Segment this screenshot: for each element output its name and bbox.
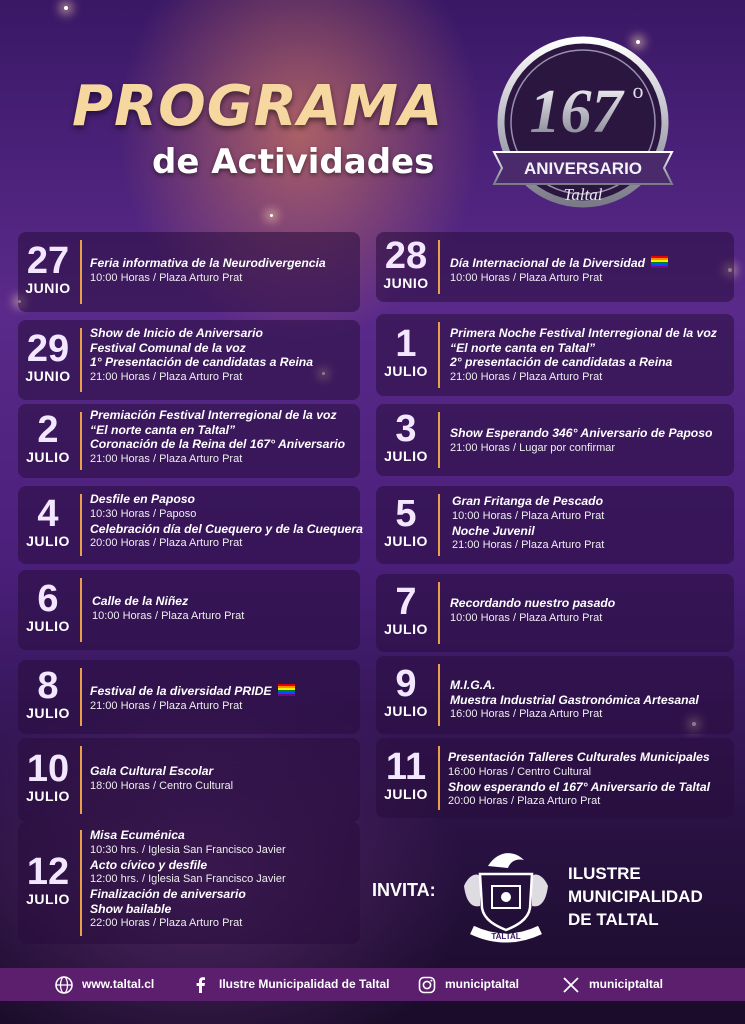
event-title (450, 596, 615, 611)
event-time-place: 16:00 Horas / Plaza Arturo Prat (450, 708, 603, 720)
event-title-text: Feria informativa de la Neurodivergencia (90, 256, 326, 270)
event-day: 27 (26, 240, 70, 282)
event-title (448, 780, 710, 795)
municipality-name (568, 862, 703, 931)
event-details (452, 494, 604, 553)
event-time-place: 21:00 Horas / Plaza Arturo Prat (452, 539, 605, 551)
date-separator (80, 578, 82, 642)
event-time-place: 22:00 Horas / Plaza Arturo Prat (90, 917, 243, 929)
event-time-place: 10:30 Horas / Paposo (90, 507, 197, 520)
event-title (452, 524, 604, 539)
date-separator (80, 494, 82, 556)
event-title-text: Festival de la diversidad PRIDE (90, 684, 272, 698)
date-separator (80, 328, 82, 392)
event-time-place: 18:00 Horas / Centro Cultural (90, 779, 234, 792)
event-title (450, 341, 717, 356)
rainbow-flag-icon (651, 256, 668, 268)
event-day: 12 (26, 851, 70, 893)
badge-label: ANIVERSARIO (523, 159, 643, 178)
facebook-link[interactable] (192, 975, 389, 994)
event-title (450, 355, 717, 370)
event-title-text: 2° presentación de candidatas a Reina (450, 355, 673, 369)
event-title (90, 326, 313, 341)
event-time-place: 16:00 Horas / Centro Cultural (448, 765, 592, 778)
municipality-line: DE TALTAL (568, 910, 659, 929)
event-time-place: 10:00 Horas / Plaza Arturo Prat (450, 611, 603, 624)
event-time-place: 21:00 Horas / Lugar por confirmar (450, 441, 616, 454)
event-date (378, 410, 434, 464)
event-details (90, 764, 233, 794)
badge-ordinal: o (632, 78, 644, 103)
instagram-text: municiptaltal (445, 977, 520, 991)
event-title (90, 764, 233, 779)
x-icon (562, 976, 580, 994)
event-date (378, 748, 434, 802)
event-date (20, 411, 76, 465)
event-title-text: Acto cívico y desfile (90, 857, 208, 872)
event-details (90, 256, 326, 286)
event-details (450, 326, 717, 385)
event-title (90, 341, 313, 356)
event-time-place: 10:30 hrs. / Iglesia San Francisco Javier (90, 843, 286, 856)
event-day: 2 (37, 409, 59, 451)
event-day: 10 (26, 748, 70, 790)
event-date (20, 750, 76, 804)
event-title (450, 693, 699, 708)
event-month: JULIO (384, 448, 428, 464)
event-title-text: M.I.G.A. (450, 678, 496, 692)
event-date (20, 242, 76, 296)
event-details (92, 594, 244, 624)
event-title (90, 408, 345, 423)
event-day: 8 (37, 665, 59, 707)
website-link[interactable] (55, 975, 154, 994)
event-month: JULIO (384, 703, 428, 719)
event-date (378, 495, 434, 549)
event-date (378, 583, 434, 637)
event-title-text: Noche Juvenil (452, 523, 535, 538)
municipal-crest-logo (458, 846, 554, 946)
instagram-icon (418, 976, 436, 994)
event-title-text: “El norte canta en Taltal” (90, 422, 236, 437)
rainbow-flag-icon (278, 684, 295, 696)
event-date (20, 330, 76, 384)
page-subtitle: de Actividades (152, 142, 435, 182)
date-separator (438, 412, 440, 468)
event-title-text: Gran Fritanga de Pescado (452, 494, 604, 508)
event-details (450, 678, 699, 722)
date-separator (438, 240, 440, 294)
event-day: 6 (37, 578, 59, 620)
event-title (90, 256, 326, 271)
event-title-text: Gala Cultural Escolar (90, 764, 214, 778)
event-title-text: Show de Inicio de Aniversario (90, 326, 263, 340)
event-title-text: 1° Presentación de candidatas a Reina (90, 355, 313, 369)
event-time-place: 10:00 Horas / Plaza Arturo Prat (450, 271, 603, 284)
event-day: 11 (385, 746, 427, 788)
event-details (90, 326, 313, 385)
event-month: JULIO (384, 621, 428, 637)
event-title-text: Finalización de aniversario (90, 887, 246, 901)
date-separator (438, 322, 440, 388)
event-title-text: Calle de la Niñez (92, 594, 189, 608)
event-date (20, 495, 76, 549)
event-month: JULIO (26, 705, 70, 721)
event-title-text: Show Esperando 346° Aniversario de Paposo (450, 426, 713, 440)
invite-label: INVITA: (372, 880, 436, 900)
event-month: JUNIO (25, 368, 71, 384)
date-separator (80, 746, 82, 814)
badge-number: 167 (529, 78, 623, 146)
x-text: municiptaltal (589, 977, 664, 991)
event-time-place: 20:00 Horas / Plaza Arturo Prat (448, 795, 601, 807)
event-title (450, 326, 717, 341)
event-title-text: Celebración día del Cuequero y de la Cuequera (90, 521, 363, 536)
event-day: 3 (395, 408, 417, 450)
event-details (450, 256, 668, 286)
event-title (90, 902, 286, 917)
event-month: JUNIO (25, 280, 71, 296)
anniversary-badge (488, 34, 678, 214)
event-title-text: “El norte canta en Taltal” (450, 340, 596, 355)
event-date (378, 665, 434, 719)
event-day: 1 (395, 323, 417, 365)
event-title (450, 256, 668, 271)
event-title (92, 594, 244, 609)
event-title (90, 828, 286, 843)
event-date (20, 580, 76, 634)
facebook-text: Ilustre Municipalidad de Taltal (219, 977, 390, 991)
instagram-link[interactable] (418, 975, 519, 994)
event-month: JULIO (26, 618, 70, 634)
sparkle (270, 214, 273, 217)
event-title-text: Festival Comunal de la voz (90, 340, 246, 355)
event-title-text: Premiación Festival Interregional de la voz (90, 408, 337, 422)
crest-text: TALTAL (491, 932, 521, 941)
event-title-text: Día Internacional de la Diversidad (450, 256, 646, 270)
event-time-place: 10:00 Horas / Plaza Arturo Prat (452, 509, 605, 522)
event-title-text: Show esperando el 167° Aniversario de Taltal (448, 779, 711, 794)
event-details (450, 596, 615, 626)
event-day: 9 (395, 663, 417, 705)
event-details (450, 426, 712, 456)
event-time-place: 10:00 Horas / Plaza Arturo Prat (92, 609, 245, 622)
event-title (90, 355, 313, 370)
event-month: JULIO (26, 449, 70, 465)
event-details (90, 828, 286, 931)
badge-city: Taltal (563, 185, 603, 204)
event-title-text: Misa Ecuménica (90, 828, 185, 842)
event-title (90, 684, 295, 699)
globe-icon (55, 976, 73, 994)
event-date (378, 325, 434, 379)
event-title (90, 492, 363, 507)
event-title (90, 858, 286, 873)
event-day: 7 (395, 581, 417, 623)
website-text: www.taltal.cl (82, 977, 155, 991)
municipality-line: MUNICIPALIDAD (568, 887, 703, 906)
facebook-icon (192, 976, 210, 994)
date-separator (438, 582, 440, 644)
event-month: JUNIO (383, 275, 429, 291)
event-title (90, 437, 345, 452)
event-month: JULIO (26, 788, 70, 804)
event-time-place: 12:00 hrs. / Iglesia San Francisco Javier (90, 873, 286, 885)
date-separator (80, 412, 82, 470)
page-title: PROGRAMA (72, 74, 444, 139)
event-title-text: Recordando nuestro pasado (450, 596, 616, 610)
event-date (378, 237, 434, 291)
event-title-text: Presentación Talleres Culturales Municipales (448, 750, 710, 764)
event-day: 28 (384, 235, 428, 277)
event-title (448, 750, 710, 765)
event-month: JULIO (384, 786, 428, 802)
x-link[interactable] (562, 975, 663, 994)
event-title (90, 887, 286, 902)
date-separator (80, 830, 82, 936)
event-title-text: Show bailable (90, 901, 172, 916)
date-separator (438, 746, 440, 810)
event-title-text: Muestra Industrial Gastronómica Artesanal (450, 692, 699, 707)
event-month: JULIO (384, 533, 428, 549)
sparkle (64, 6, 68, 10)
event-time-place: 21:00 Horas / Plaza Arturo Prat (450, 370, 603, 383)
event-details (90, 408, 345, 467)
footer-bar (0, 968, 745, 1001)
event-title (452, 494, 604, 509)
event-title (90, 423, 345, 438)
event-time-place: 21:00 Horas / Plaza Arturo Prat (90, 452, 243, 465)
event-title (450, 426, 712, 441)
date-separator (438, 494, 440, 556)
event-day: 5 (395, 493, 417, 535)
event-month: JULIO (384, 363, 428, 379)
event-time-place: 10:00 Horas / Plaza Arturo Prat (90, 271, 243, 284)
event-date (20, 667, 76, 721)
event-title (450, 678, 699, 693)
date-separator (80, 668, 82, 726)
event-month: JULIO (26, 533, 70, 549)
date-separator (438, 664, 440, 726)
event-day: 4 (37, 493, 59, 535)
date-separator (80, 240, 82, 304)
event-title-text: Desfile en Paposo (90, 492, 195, 506)
event-date (20, 853, 76, 907)
event-title (90, 522, 363, 537)
event-title-text: Primera Noche Festival Interregional de la voz (450, 326, 717, 340)
event-details (90, 684, 295, 714)
event-details (90, 492, 363, 551)
event-month: JULIO (26, 891, 70, 907)
event-time-place: 21:00 Horas / Plaza Arturo Prat (90, 370, 243, 383)
municipality-line: ILUSTRE (568, 864, 641, 883)
event-title-text: Coronación de la Reina del 167° Aniversario (90, 437, 346, 451)
event-day: 29 (26, 328, 70, 370)
event-details (448, 750, 710, 809)
event-time-place: 20:00 Horas / Plaza Arturo Prat (90, 537, 243, 549)
event-time-place: 21:00 Horas / Plaza Arturo Prat (90, 699, 243, 712)
